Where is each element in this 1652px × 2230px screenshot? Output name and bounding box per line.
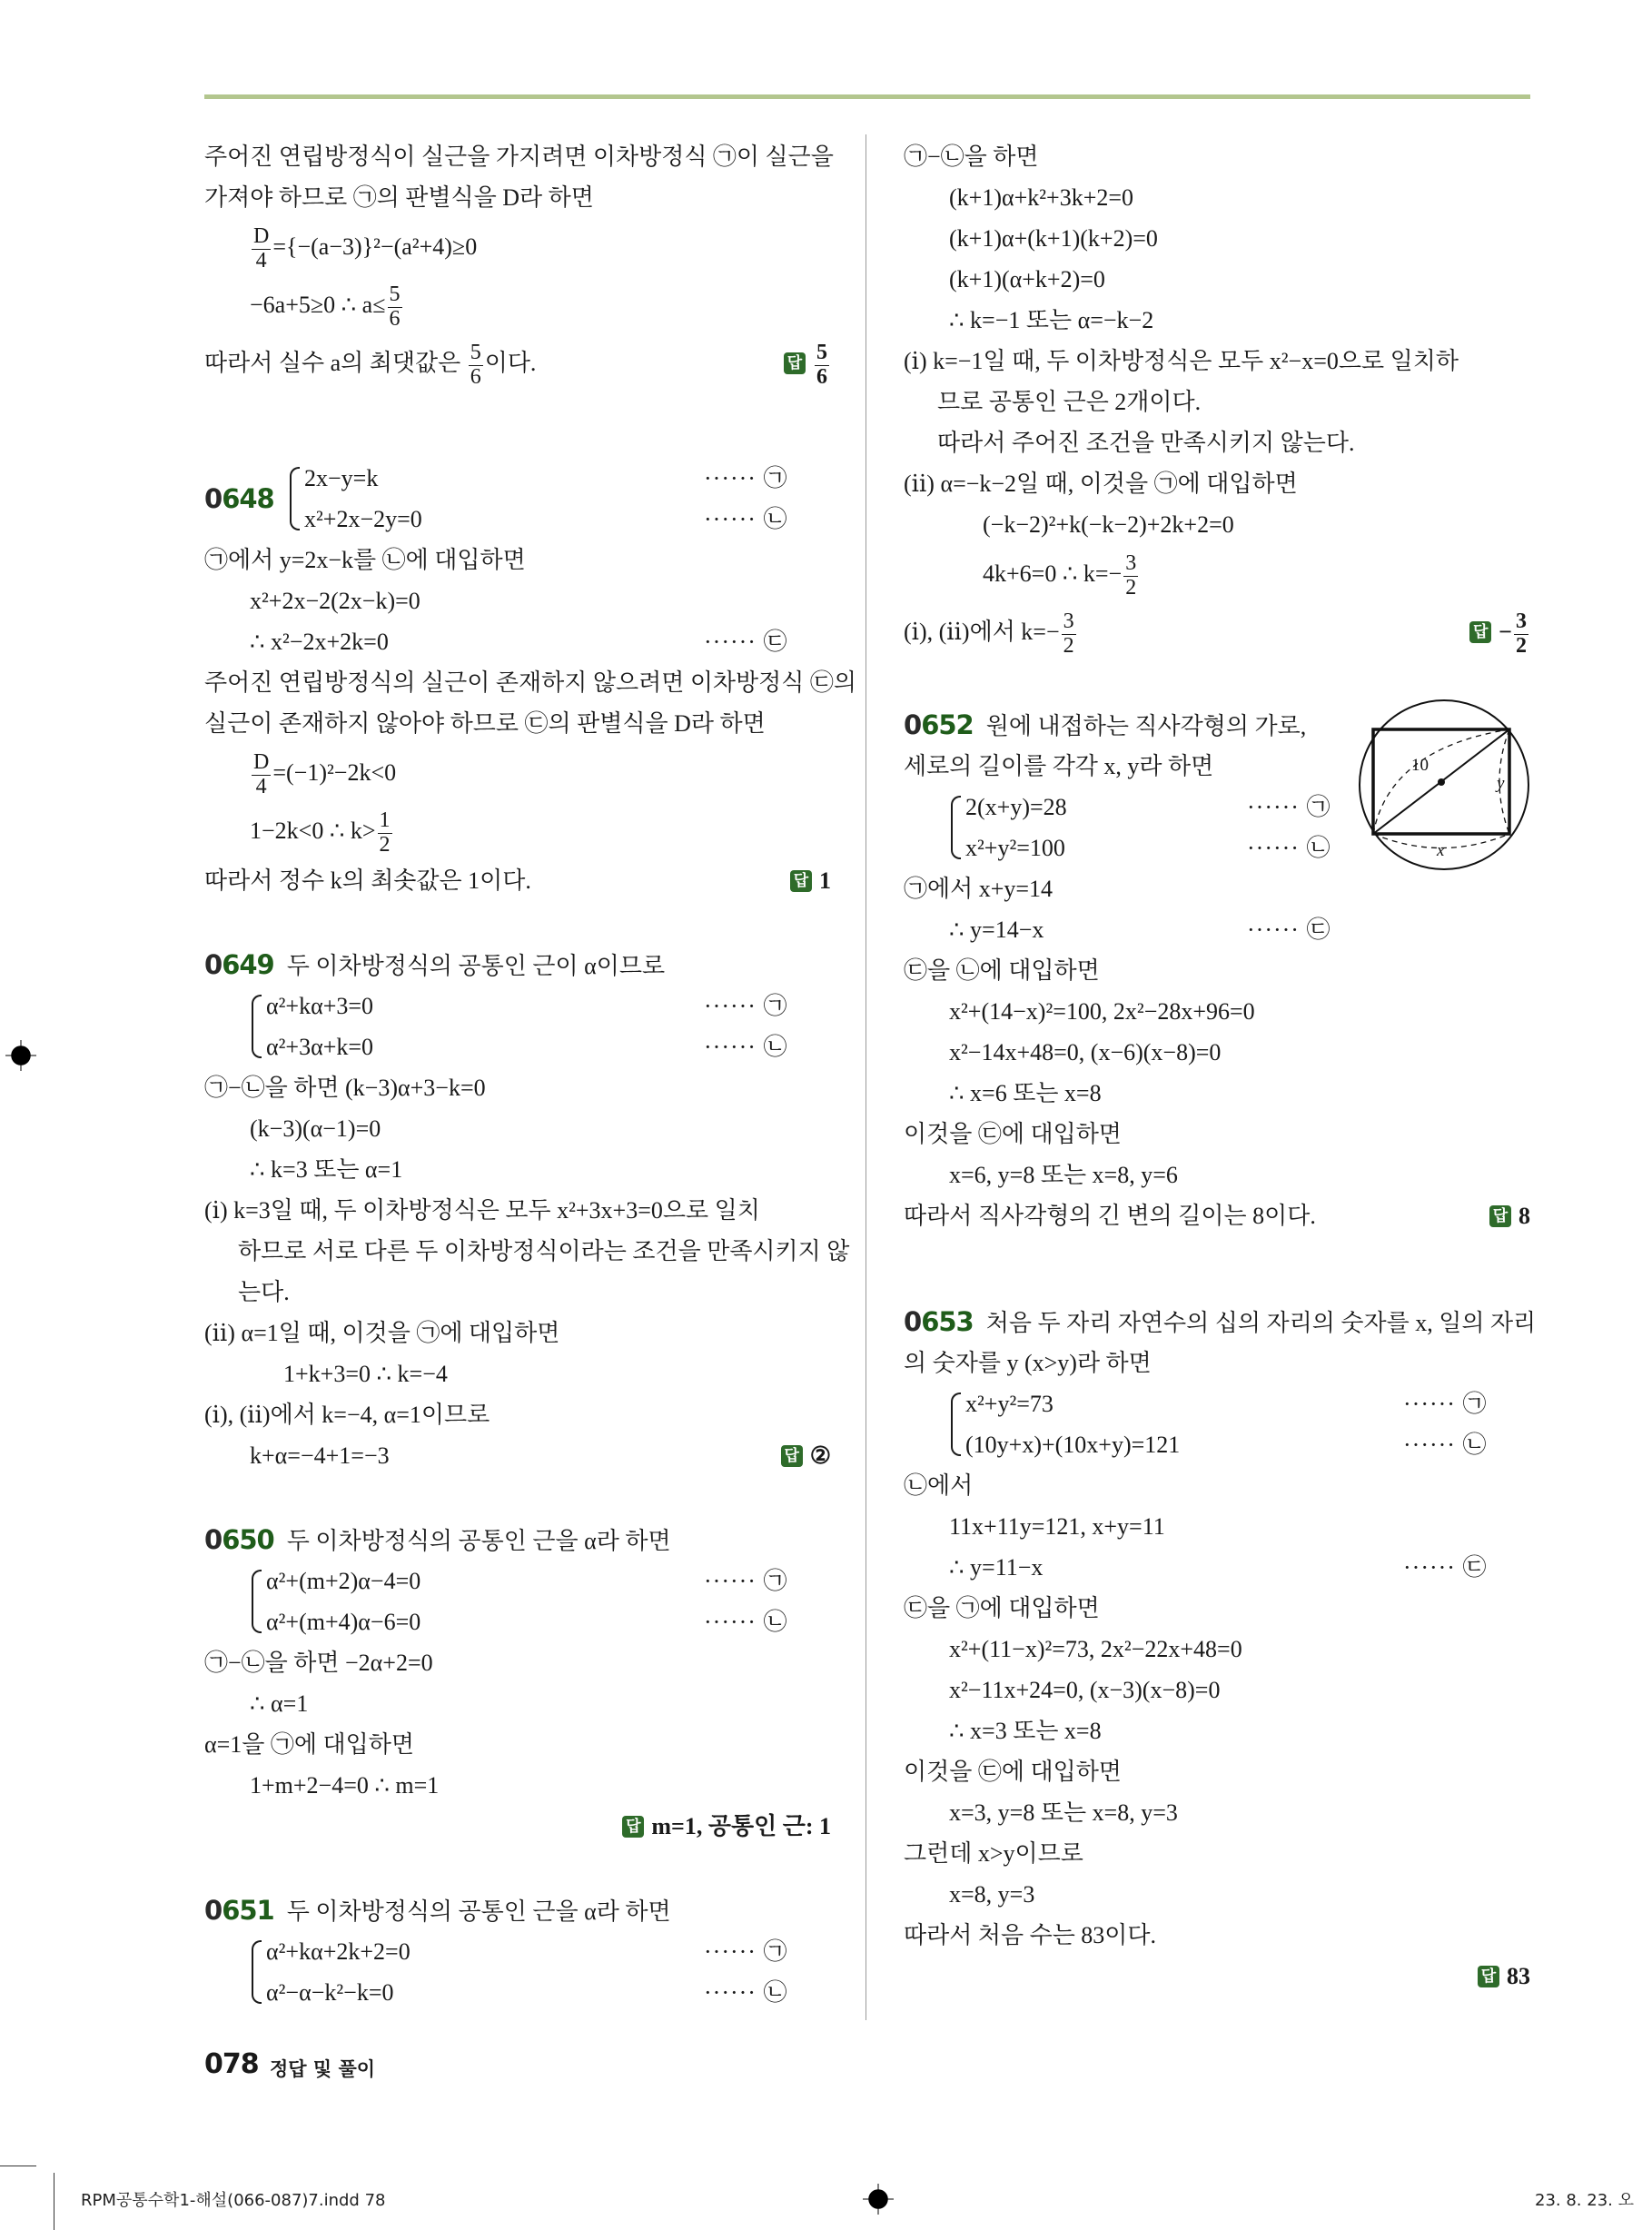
equation-system	[204, 458, 831, 540]
text-line	[204, 136, 834, 177]
answer-value	[1499, 603, 1530, 661]
text-line	[904, 1465, 1530, 1506]
text-line	[204, 621, 831, 662]
text-run: (k+1)α+(k+1)(k+2)=0	[949, 225, 1158, 252]
text-line	[204, 540, 831, 580]
slug-date: 23. 8. 23. 오	[1535, 2191, 1634, 2210]
text-run: 따라서 처음 수는 83이다.	[904, 1922, 1157, 1948]
equation-marker: ······ ㉡	[1403, 1432, 1488, 1458]
text-line	[904, 382, 1530, 422]
text-run: ∴ x²−2x+2k=0	[250, 629, 389, 655]
system-equation	[965, 828, 1530, 868]
solution-0651	[204, 1890, 831, 2013]
text-run: ∴ α=1	[250, 1690, 309, 1717]
text-run: x²+y²=73	[965, 1391, 1054, 1417]
fraction-denominator: 2	[379, 832, 391, 857]
problem-number: 0652	[904, 709, 974, 740]
text-line	[904, 1710, 1530, 1751]
text-line	[204, 860, 831, 901]
text-run: ㉠−㉡을 하면	[904, 144, 1039, 170]
text-line	[904, 504, 1530, 545]
system-equation	[266, 1026, 831, 1067]
fraction-numerator: 5	[816, 341, 827, 365]
text-line	[204, 1765, 831, 1806]
text-run: (ⅰ) k=3일 때, 두 이차방정식은 모두 x²+3x+3=0으로 일치	[204, 1197, 760, 1224]
text-run: m=1, 공통인 근: 1	[651, 1813, 831, 1839]
text-run: (k+1)α+k²+3k+2=0	[949, 184, 1134, 211]
text-run: x=3, y=8 또는 x=8, y=3	[949, 1799, 1178, 1826]
footer-label: 정답 및 풀이	[270, 2058, 376, 2080]
text-run: 주어진 연립방정식이 실근을 가지려면 이차방정식 ㉠이 실근을	[204, 144, 834, 170]
text-run: x²+(14−x)²=100, 2x²−28x+96=0	[949, 998, 1255, 1025]
system-equation	[266, 1931, 831, 1972]
answer	[1469, 603, 1530, 661]
text-line	[204, 1231, 850, 1272]
system-rows	[250, 1561, 831, 1642]
text-run: 따라서 실수 a의 최댓값은	[204, 350, 467, 376]
text-line	[904, 545, 1530, 603]
text-run: 는다.	[238, 1279, 290, 1305]
fraction-denominator: 2	[1516, 633, 1527, 658]
fraction-denominator: 6	[470, 364, 481, 389]
text-run: (ⅱ) α=−k−2일 때, 이것을 ㉠에 대입하면	[904, 471, 1298, 497]
equation-marker: ······ ㉠	[1403, 1391, 1488, 1417]
text-run: (10y+x)+(10x+y)=121	[965, 1432, 1181, 1458]
page-number: 078	[204, 2048, 259, 2080]
text-line	[904, 1343, 1530, 1383]
answer	[1489, 1195, 1530, 1236]
text-line	[904, 1195, 1530, 1236]
fraction	[1514, 610, 1528, 657]
text-line	[904, 603, 1530, 661]
text-run: k+α=−4+1=−3	[250, 1442, 390, 1469]
text-run: x=6, y=8 또는 x=8, y=6	[949, 1162, 1178, 1188]
fraction-numerator: 5	[389, 282, 401, 307]
answer-badge-icon: 답	[784, 352, 806, 374]
registration-mark-icon	[863, 2184, 894, 2215]
text-line	[904, 1506, 1530, 1547]
text-run: ∴ y=14−x	[949, 917, 1044, 943]
answer-badge-icon: 답	[1489, 1205, 1511, 1227]
text-run: 11x+11y=121, x+y=11	[949, 1513, 1165, 1540]
text-line	[904, 746, 1530, 787]
fraction-numerator: 1	[379, 808, 391, 833]
text-run: x²−11x+24=0, (x−3)(x−8)=0	[949, 1677, 1221, 1703]
text-line	[204, 945, 831, 986]
text-run: ∴ k=−1 또는 α=−k−2	[949, 307, 1154, 333]
text-line	[204, 1108, 831, 1149]
text-line	[204, 580, 831, 621]
text-run: 1	[819, 867, 831, 894]
text-line	[904, 991, 1530, 1032]
fraction-denominator: 2	[1063, 633, 1074, 658]
answer-badge-icon: 답	[781, 1445, 803, 1467]
equation-marker: ······ ㉡	[704, 1034, 788, 1060]
text-line	[204, 276, 831, 334]
text-run: α²−α−k²−k=0	[266, 1979, 394, 2006]
text-line	[204, 218, 831, 276]
equation-system	[204, 1561, 831, 1642]
answer	[781, 1435, 831, 1476]
text-line	[904, 1073, 1530, 1114]
answer-value	[651, 1806, 831, 1847]
text-line	[204, 1313, 831, 1353]
answer-value	[810, 1435, 831, 1476]
text-run: α²+3α+k=0	[266, 1034, 374, 1060]
text-line	[204, 1435, 831, 1476]
text-run: (k+1)(α+k+2)=0	[949, 266, 1105, 292]
text-line	[904, 1956, 1530, 1997]
text-run: 4k+6=0 ∴ k=−	[983, 560, 1123, 587]
text-line	[204, 1394, 831, 1435]
text-line	[204, 1272, 831, 1313]
answer-value	[819, 860, 831, 901]
text-line	[904, 1792, 1530, 1833]
fraction-numerator: 3	[1063, 610, 1074, 634]
text-line	[204, 1067, 831, 1108]
width-label: x	[1437, 841, 1445, 860]
text-run: 1+k+3=0 ∴ k=−4	[283, 1361, 448, 1387]
text-line	[904, 1032, 1530, 1073]
fraction	[252, 751, 271, 798]
fraction	[388, 283, 402, 330]
solution-0647	[204, 136, 834, 392]
fraction	[378, 809, 392, 856]
text-run: x=8, y=3	[949, 1881, 1035, 1908]
text-run: x²+y²=100	[965, 835, 1065, 861]
text-line	[904, 1629, 1530, 1670]
text-line	[904, 1302, 1537, 1343]
text-run: ㉠에서 x+y=14	[904, 876, 1054, 902]
text-run: x²+2x−2(2x−k)=0	[250, 588, 420, 614]
answer	[622, 1806, 831, 1847]
answer-badge-icon: 답	[1478, 1966, 1499, 1987]
text-line	[904, 259, 1530, 300]
text-run: =(−1)²−2k<0	[272, 759, 397, 786]
section-gap	[904, 1236, 1530, 1302]
text-line	[904, 341, 1530, 382]
text-run: 세로의 길이를 각각 x, y라 하면	[904, 753, 1214, 779]
text-line	[904, 868, 1530, 909]
slug-filename: RPM공통수학1-해설(066-087)7.indd 78	[81, 2191, 386, 2210]
fraction-denominator: 6	[389, 306, 401, 331]
text-line	[904, 1114, 1530, 1155]
text-run: 따라서 직사각형의 긴 변의 길이는 8이다.	[904, 1203, 1316, 1229]
system-rows	[949, 1383, 1530, 1465]
text-run: ㉠−㉡을 하면 −2α+2=0	[204, 1650, 433, 1676]
solution-0653	[904, 1302, 1537, 1997]
system-equation	[965, 1383, 1530, 1424]
answer-badge-icon: 답	[622, 1816, 644, 1838]
section-gap	[204, 1476, 831, 1520]
fraction-denominator: 4	[255, 774, 267, 798]
text-run: 이것을 ㉢에 대입하면	[904, 1759, 1122, 1785]
height-label: y	[1497, 774, 1505, 793]
equation-marker: ······ ㉠	[704, 993, 788, 1019]
text-line	[204, 802, 831, 860]
text-line	[204, 177, 831, 218]
text-run: 2(x+y)=28	[965, 794, 1067, 820]
answer-value	[1507, 1956, 1530, 1997]
equation-marker: ······ ㉢	[1247, 917, 1331, 943]
text-run: ㉠에서 y=2x−k를 ㉡에 대입하면	[204, 547, 526, 573]
solution-0650	[204, 1520, 831, 1847]
text-line	[204, 703, 831, 744]
fraction-denominator: 4	[255, 248, 267, 273]
solution-0652	[904, 705, 1530, 1236]
text-line	[204, 1190, 831, 1231]
fraction	[815, 342, 829, 388]
equation-marker: ······ ㉠	[704, 1568, 788, 1594]
right-column	[904, 136, 1537, 1997]
text-run: α²+kα+2k+2=0	[266, 1938, 411, 1965]
fraction	[1062, 610, 1076, 657]
fraction-denominator: 6	[816, 364, 827, 389]
text-run: 처음 두 자리 자연수의 십의 자리의 숫자를 x, 일의 자리	[985, 1310, 1537, 1336]
fraction-numerator: D	[253, 750, 270, 775]
text-run: ∴ x=3 또는 x=8	[949, 1718, 1102, 1744]
text-run: (ⅰ), (ⅱ)에서 k=−	[904, 619, 1060, 645]
text-run: 주어진 연립방정식의 실근이 존재하지 않으려면 이차방정식 ㉢의	[204, 669, 857, 696]
text-line	[204, 1520, 831, 1561]
equation-system	[904, 1383, 1530, 1465]
fraction-numerator: 3	[1516, 610, 1527, 634]
problem-number: 0648	[204, 483, 274, 514]
text-run: ={−(a−3)}²−(a²+4)≥0	[272, 233, 478, 260]
text-run: −	[1499, 619, 1512, 645]
solution-0648	[204, 458, 857, 901]
text-run: 의 숫자를 y (x>y)라 하면	[904, 1350, 1152, 1376]
text-run: ㉠−㉡을 하면 (k−3)α+3−k=0	[204, 1075, 486, 1101]
text-run: (ⅱ) α=1일 때, 이것을 ㉠에 대입하면	[204, 1320, 560, 1346]
fraction	[252, 225, 271, 272]
text-run: (k−3)(α−1)=0	[250, 1115, 381, 1142]
text-run: 그런데 x>y이므로	[904, 1840, 1083, 1867]
equation-marker: ······ ㉡	[1247, 835, 1331, 861]
system-equation	[304, 458, 831, 499]
text-line	[904, 463, 1530, 504]
text-run: (ⅰ), (ⅱ)에서 k=−4, α=1이므로	[204, 1402, 490, 1428]
text-run: (−k−2)²+k(−k−2)+2k+2=0	[983, 511, 1234, 538]
system-rows	[949, 787, 1530, 868]
text-run: 이것을 ㉢에 대입하면	[904, 1121, 1122, 1147]
system-rows	[250, 986, 831, 1067]
answer	[790, 860, 831, 901]
answer-value	[813, 334, 831, 392]
text-line	[904, 1833, 1530, 1874]
text-run: 1+m+2−4=0 ∴ m=1	[250, 1772, 440, 1799]
text-line	[204, 744, 831, 802]
system-equation	[304, 499, 831, 540]
equation-marker: ······ ㉢	[704, 629, 788, 655]
answer-badge-icon: 답	[790, 870, 812, 892]
text-run: 원에 내접하는 직사각형의 가로,	[985, 713, 1307, 739]
text-line	[204, 1806, 831, 1847]
text-line	[904, 1670, 1530, 1710]
text-run: −6a+5≥0 ∴ a≤	[250, 292, 386, 318]
section-gap	[204, 392, 831, 458]
problem-number: 0651	[204, 1895, 274, 1926]
equation-system	[204, 986, 831, 1067]
system-equation	[965, 787, 1530, 828]
text-line	[204, 1353, 831, 1394]
equation-system	[904, 787, 1530, 868]
text-line	[904, 950, 1530, 991]
text-run: α²+kα+3=0	[266, 993, 374, 1019]
text-line	[904, 1588, 1530, 1629]
answer	[784, 334, 831, 392]
text-line	[204, 1642, 831, 1683]
problem-number: 0650	[204, 1524, 274, 1555]
text-line	[904, 1547, 1530, 1588]
system-equation	[965, 1424, 1530, 1465]
text-line	[904, 1874, 1530, 1915]
text-line	[904, 1751, 1530, 1792]
answer	[1478, 1956, 1530, 1997]
system-equation	[266, 1601, 831, 1642]
registration-mark-icon	[5, 1040, 36, 1071]
text-run: 하므로 서로 다른 두 이차방정식이라는 조건을 만족시키지 않	[238, 1238, 850, 1264]
text-run: α=1을 ㉠에 대입하면	[204, 1731, 414, 1758]
equation-system	[204, 1931, 831, 2013]
problem-number: 0653	[904, 1306, 974, 1337]
text-run: 따라서 정수 k의 최솟값은 1이다.	[204, 867, 531, 894]
text-run: 가져야 하므로 ㉠의 판별식을 D라 하면	[204, 184, 594, 211]
text-line	[204, 1149, 831, 1190]
text-run: α²+(m+2)α−4=0	[266, 1568, 421, 1594]
section-gap	[204, 1847, 831, 1890]
text-line	[904, 177, 1530, 218]
equation-marker: ······ ㉠	[1247, 794, 1331, 820]
text-run: 두 이차방정식의 공통인 근이 α이므로	[286, 953, 666, 979]
text-line	[904, 705, 1530, 746]
fraction-numerator: 5	[470, 341, 481, 365]
diameter-label: 10	[1411, 756, 1429, 775]
text-run: ∴ x=6 또는 x=8	[949, 1080, 1102, 1106]
text-line	[904, 909, 1530, 950]
text-run: 2x−y=k	[304, 465, 379, 491]
text-line	[904, 136, 1530, 177]
text-run: ㉢을 ㉠에 대입하면	[904, 1595, 1100, 1621]
text-run: 실근이 존재하지 않아야 하므로 ㉢의 판별식을 D라 하면	[204, 710, 766, 737]
text-run: 8	[1518, 1203, 1530, 1229]
equation-marker: ······ ㉢	[1403, 1554, 1488, 1581]
text-run: 두 이차방정식의 공통인 근을 α라 하면	[286, 1898, 671, 1925]
answer-value	[1518, 1195, 1530, 1236]
text-line	[204, 662, 857, 703]
text-run: x²+2x−2y=0	[304, 506, 422, 532]
top-accent-rule	[204, 94, 1530, 99]
text-run: 83	[1507, 1963, 1530, 1989]
equation-marker: ······ ㉡	[704, 1609, 788, 1635]
solution-0649	[204, 945, 850, 1476]
text-run: x²−14x+48=0, (x−6)(x−8)=0	[949, 1039, 1222, 1065]
fraction	[469, 342, 483, 388]
fraction-numerator: D	[253, 224, 270, 249]
system-equation	[266, 1972, 831, 2013]
answer-badge-icon: 답	[1469, 621, 1491, 643]
text-line	[904, 218, 1530, 259]
equation-marker: ······ ㉡	[704, 506, 788, 532]
text-line	[904, 300, 1530, 341]
text-run: ㉡에서	[904, 1472, 974, 1499]
section-gap	[204, 901, 831, 945]
equation-marker: ······ ㉡	[704, 1979, 788, 2006]
text-run: α²+(m+4)α−6=0	[266, 1609, 421, 1635]
system-rows	[250, 1931, 831, 2013]
text-run: ∴ k=3 또는 α=1	[250, 1156, 403, 1183]
solution-0651b	[904, 136, 1530, 661]
system-rows	[288, 458, 831, 540]
fraction-numerator: 3	[1125, 551, 1137, 576]
text-line	[204, 1890, 831, 1931]
fraction-denominator: 2	[1125, 575, 1137, 600]
text-run: ㉢을 ㉡에 대입하면	[904, 957, 1100, 984]
text-run: ∴ y=11−x	[949, 1554, 1044, 1581]
text-line	[904, 422, 1530, 463]
system-equation	[266, 986, 831, 1026]
text-run: 두 이차방정식의 공통인 근을 α라 하면	[286, 1528, 671, 1554]
problem-number: 0649	[204, 949, 274, 980]
text-run: (ⅰ) k=−1일 때, 두 이차방정식은 모두 x²−x=0으로 일치하	[904, 348, 1459, 374]
fraction	[1123, 552, 1138, 599]
left-column	[204, 136, 857, 2013]
equation-marker: ······ ㉠	[704, 465, 788, 491]
text-run: 이다.	[484, 350, 537, 376]
system-equation	[266, 1561, 831, 1601]
text-line	[204, 1683, 831, 1724]
text-run: 므로 공통인 근은 2개이다.	[937, 389, 1202, 415]
text-run: 따라서 주어진 조건을 만족시키지 않는다.	[937, 430, 1355, 456]
text-line	[904, 1155, 1530, 1195]
equation-marker: ······ ㉠	[704, 1938, 788, 1965]
text-run: x²+(11−x)²=73, 2x²−22x+48=0	[949, 1636, 1242, 1662]
text-line	[204, 1724, 831, 1765]
text-run: ②	[809, 1442, 831, 1469]
text-run: 1−2k<0 ∴ k>	[250, 818, 376, 844]
text-line	[904, 1915, 1530, 1956]
text-line	[204, 334, 831, 392]
